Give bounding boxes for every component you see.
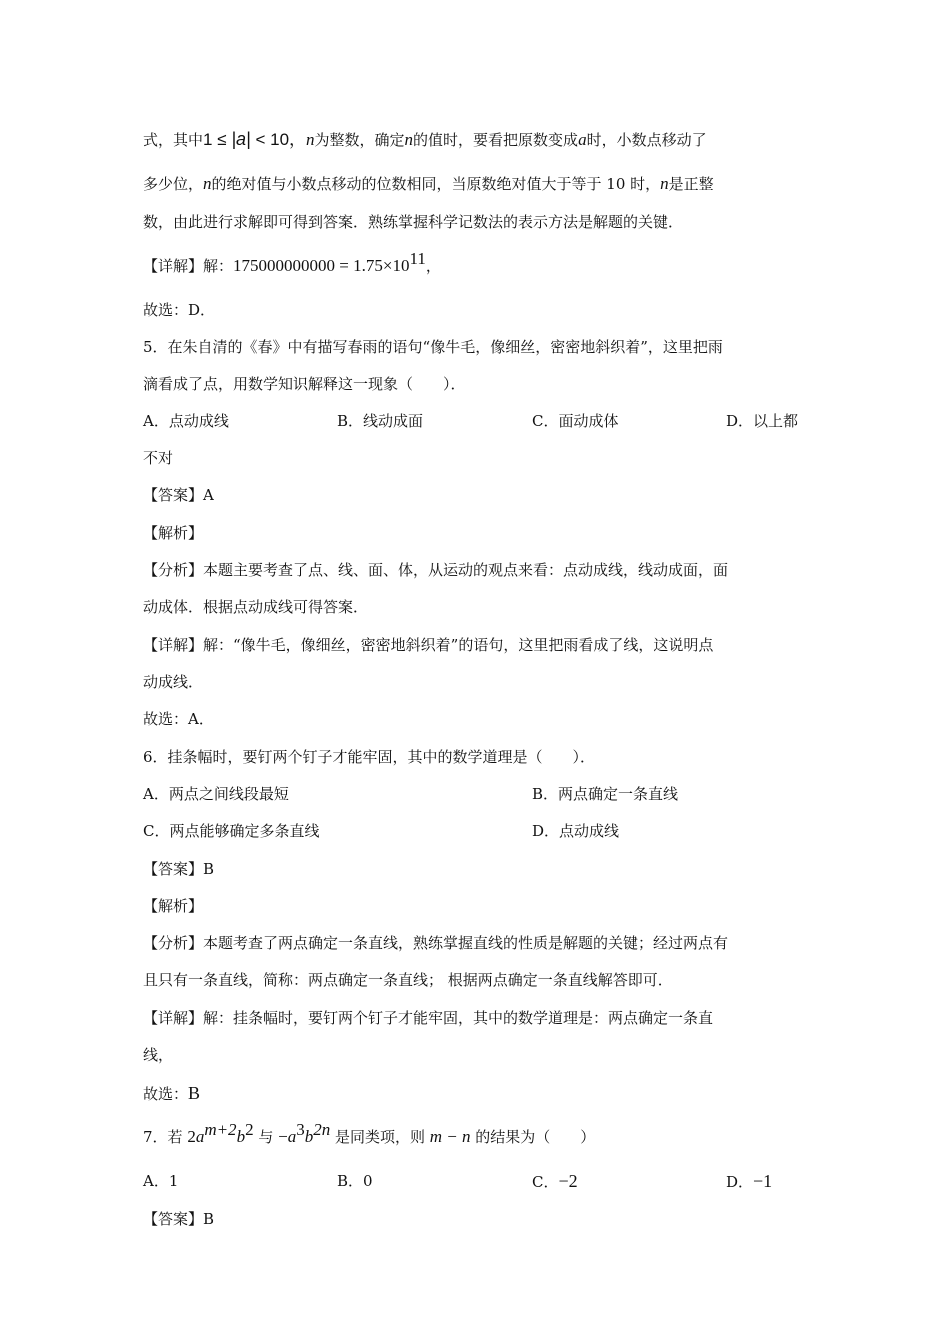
q5-analysis: 【解析】	[143, 524, 204, 542]
text: 是同类项，则	[330, 1128, 430, 1146]
choice-line: 故选：D．	[143, 301, 216, 319]
math: 1 ≤	[203, 130, 227, 149]
math-var: a	[287, 1127, 297, 1146]
math: 175000000000 = 1.75×10	[233, 256, 410, 275]
q5-fenxi: 【分析】本题主要考查了点、线、面、体，从运动的观点来看：点动成线，线动成面，面	[143, 561, 729, 579]
math: −	[278, 1127, 288, 1146]
math-var: a	[195, 1127, 205, 1146]
math: 2	[187, 1127, 196, 1146]
math-var: n	[404, 130, 414, 149]
text: 为整数，确定	[314, 131, 405, 149]
q6-option-b: B．两点确定一条直线	[532, 785, 679, 803]
q6-detail: 线，	[143, 1046, 174, 1064]
label: C．	[532, 1173, 559, 1191]
q6-analysis: 【解析】	[143, 897, 204, 915]
math-var: n	[203, 174, 212, 193]
math: m − n	[429, 1127, 471, 1146]
q6-fenxi: 且只有一条直线，简称：两点确定一条直线； 根据两点确定一条直线解答即可．	[143, 971, 673, 989]
q7-option-a: A．1	[143, 1172, 179, 1190]
q5-option-a: A．点动成线	[143, 412, 229, 430]
math-var: a	[578, 130, 587, 149]
math-var: n	[660, 174, 669, 193]
q7-option-b: B．0	[337, 1172, 373, 1190]
math-var: n	[306, 130, 315, 149]
q5-choice: 故选：A．	[143, 710, 214, 728]
q5-stem: 5．在朱自清的《春》中有描写春雨的语句“像牛毛，像细丝，密密地斜织着”，这里把雨	[143, 338, 723, 356]
label: 【详解】解：	[143, 257, 234, 275]
q7-answer: 【答案】B	[143, 1210, 215, 1228]
text: 7．若	[143, 1128, 188, 1146]
q6-answer: 【答案】B	[143, 860, 215, 878]
math-exp: 2	[245, 1120, 254, 1139]
text: 与	[253, 1128, 279, 1146]
q7-option-c	[532, 1170, 578, 1193]
math: −1	[753, 1171, 773, 1191]
math: −2	[558, 1171, 578, 1191]
text-line	[143, 128, 707, 151]
text: ，	[425, 257, 441, 275]
math: |a|	[231, 129, 251, 149]
math-var: b	[304, 1127, 314, 1146]
text: 多少位，	[143, 175, 204, 193]
text-line	[143, 173, 714, 195]
q5-answer: 【答案】A	[143, 486, 214, 504]
q5-option-b: B．线动成面	[337, 412, 424, 430]
math-exp: m+2	[204, 1120, 237, 1139]
q6-option-a: A．两点之间线段最短	[143, 785, 289, 803]
math-exp: 2n	[313, 1120, 331, 1139]
text: 时，小数点移动了	[586, 131, 707, 149]
math-var: b	[236, 1127, 246, 1146]
text: 的绝对值与小数点移动的位数相同，当原数绝对值大于等于 10 时，	[211, 175, 661, 193]
text-line: 数，由此进行求解即可得到答案．熟练掌握科学记数法的表示方法是解题的关键．	[143, 213, 684, 231]
q5-detail: 动成线．	[143, 673, 204, 691]
q5-stem: 滴看成了点，用数学知识解释这一现象（ ）．	[143, 375, 466, 393]
q6-stem: 6．挂条幅时，要钉两个钉子才能牢固，其中的数学道理是（ ）．	[143, 748, 596, 766]
q5-detail: 【详解】解：“像牛毛，像细丝，密密地斜织着”的语句，这里把雨看成了线，这说明点	[143, 636, 714, 654]
choice-value: B	[188, 1083, 201, 1103]
q7-option-d	[726, 1170, 772, 1193]
q6-option-c: C．两点能够确定多条直线	[143, 822, 320, 840]
q5-option-d: D．以上都	[726, 412, 799, 430]
text: 式，其中	[143, 131, 204, 149]
q5-option-c: C．面动成体	[532, 412, 619, 430]
math-exp: 3	[296, 1120, 305, 1139]
label: 故选：	[143, 1085, 189, 1103]
q6-fenxi: 【分析】本题考查了两点确定一条直线，熟练掌握直线的性质是解题的关键；经过两点有	[143, 934, 729, 952]
text: 的结果为（ ）	[470, 1128, 596, 1146]
q5-option-d-cont: 不对	[143, 449, 174, 467]
detail-line	[143, 249, 441, 277]
q7-stem	[143, 1120, 596, 1148]
math: < 10，	[255, 130, 307, 149]
q6-detail: 【详解】解：挂条幅时，要钉两个钉子才能牢固，其中的数学道理是：两点确定一条直	[143, 1009, 714, 1027]
text: 的值时，要看把原数变成	[413, 131, 579, 149]
q6-choice	[143, 1082, 200, 1105]
q6-option-d: D．点动成线	[532, 822, 620, 840]
text: 是正整	[668, 175, 714, 193]
q5-fenxi: 动成体．根据点动成线可得答案．	[143, 598, 369, 616]
math-exp: 11	[409, 249, 426, 268]
label: D．	[726, 1173, 754, 1191]
